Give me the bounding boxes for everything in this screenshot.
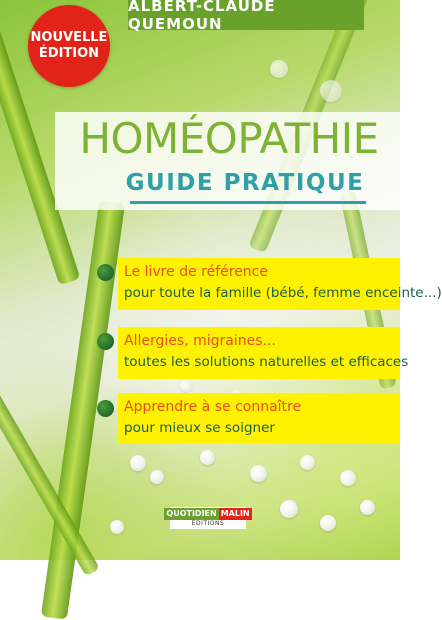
globule xyxy=(300,455,315,470)
bullet-title: Le livre de référence xyxy=(124,264,268,280)
bullet-dot-icon xyxy=(97,264,114,281)
publisher-logo xyxy=(166,507,250,529)
subtitle-underline xyxy=(130,201,366,204)
bullet-box-3 xyxy=(118,393,400,443)
publisher-name xyxy=(164,508,251,520)
book-subtitle: GUIDE PRATIQUE xyxy=(125,170,365,196)
badge-line-2: ÉDITION xyxy=(38,46,100,61)
globule xyxy=(320,80,342,102)
globule xyxy=(250,465,267,482)
globule xyxy=(360,500,375,515)
globule xyxy=(150,470,164,484)
bullet-text: toutes les solutions naturelles et efficaces xyxy=(124,354,409,370)
bullet-title: Apprendre à se connaître xyxy=(124,399,302,415)
bullet-box-1 xyxy=(118,258,442,310)
badge-line-1: NOUVELLE xyxy=(30,30,108,45)
globule xyxy=(320,515,336,531)
author-banner xyxy=(128,0,364,33)
publisher-name-part2: MALIN xyxy=(220,509,250,518)
bullet-dot-icon xyxy=(97,333,114,350)
bullet-box-2 xyxy=(118,327,409,379)
publisher-name-part1: QUOTIDIEN xyxy=(166,509,217,518)
bullet-text: pour toute la famille (bébé, femme enceinte...) xyxy=(124,285,442,301)
globule xyxy=(340,470,356,486)
book-title: HOMÉOPATHIE xyxy=(79,114,379,163)
bullet-text: pour mieux se soigner xyxy=(124,420,275,436)
globule xyxy=(180,380,192,392)
author-name: ALBERT-CLAUDE QUEMOUN xyxy=(128,0,276,33)
globule xyxy=(110,520,124,534)
globule xyxy=(130,455,146,471)
globule xyxy=(270,60,288,78)
bullet-dot-icon xyxy=(97,400,114,417)
globule xyxy=(200,450,215,465)
bullet-title: Allergies, migraines... xyxy=(124,333,276,349)
publisher-imprint: ÉDITIONS xyxy=(191,520,225,527)
globule xyxy=(280,500,298,518)
new-edition-badge xyxy=(28,5,110,87)
